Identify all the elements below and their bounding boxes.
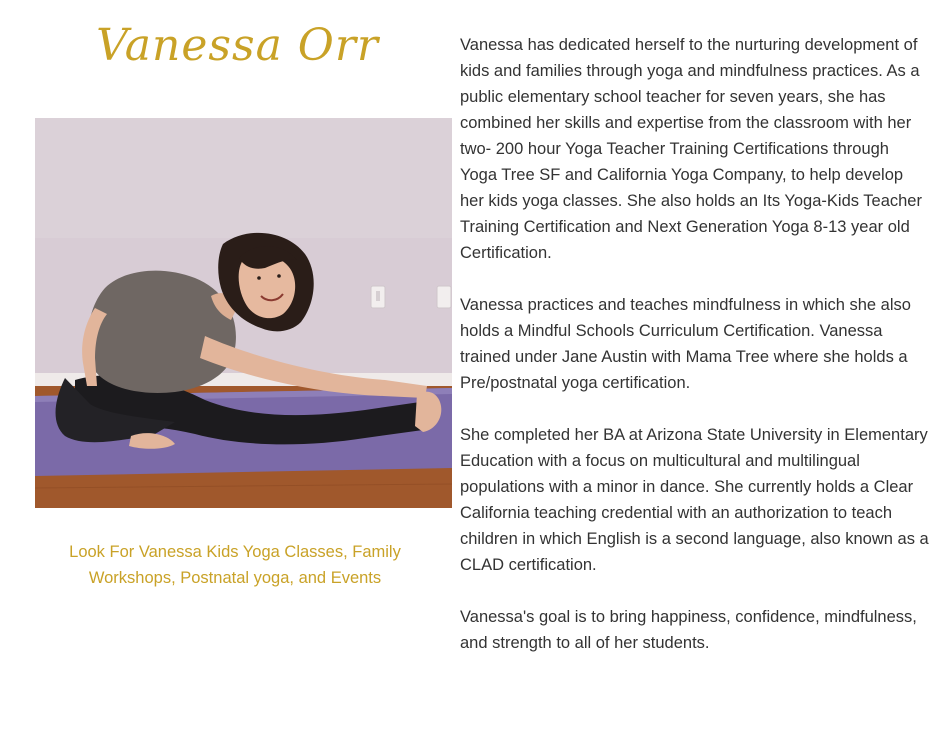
bio-paragraph-intro: Vanessa has dedicated herself to the nurturing development of kids and families through yoga and mindfulness practices. As a public elementary school teacher for seven years, she has combined her skills and expertise from the classroom with her two- 200 hour Yoga Teacher Training Certifications through Yoga Tree SF and California Yoga Company, to help develop her kids yoga classes. She also holds an Its Yoga-Kids Teacher Training Certification and Next Generation Yoga 8-13 year old Certification. — [460, 36, 922, 262]
profile-photo — [35, 118, 452, 508]
page-title: Vanessa Orr — [96, 20, 379, 71]
light-switch-2 — [437, 286, 451, 308]
bio-paragraph-goal: Vanessa's goal is to bring happiness, confidence, mindfulness, and strength to all of her students. — [460, 608, 917, 652]
classes-callout: Look For Vanessa Kids Yoga Classes, Family Workshops, Postnatal yoga, and Events — [69, 543, 401, 587]
yoga-pose-illustration — [35, 118, 452, 508]
bio-paragraph-mindfulness: Vanessa practices and teaches mindfulness in which she also holds a Mindful Schools Curriculum Certification. Vanessa trained under Jane Austin with Mama Tree where she holds a Pre/postnatal yoga certification. — [460, 296, 911, 392]
bio-paragraph-education: She completed her BA at Arizona State University in Elementary Education with a focus on multicultural and multilingual populations with a minor in dance. She currently holds a Clear California teaching credential with an authorization to teach children in which English is a second language, also known as a CLAD certification. — [460, 426, 929, 574]
biography — [460, 32, 930, 656]
